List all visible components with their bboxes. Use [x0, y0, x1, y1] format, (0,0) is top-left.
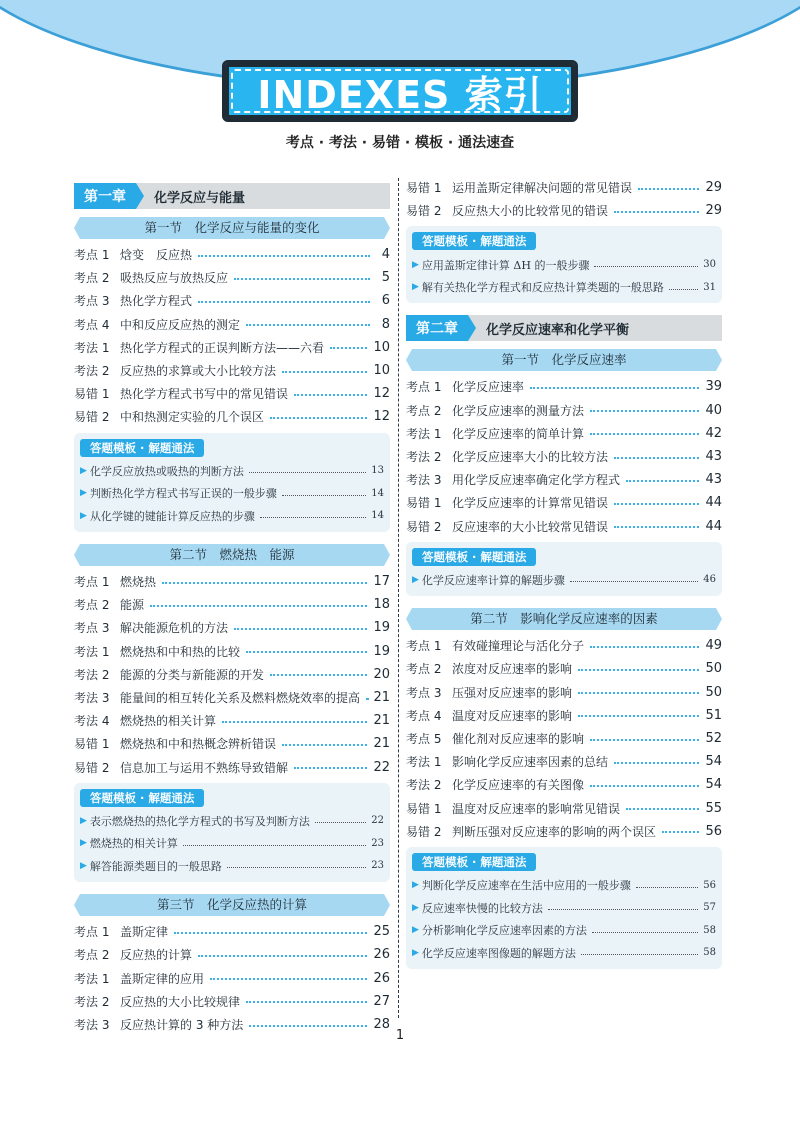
dot-leader	[246, 651, 367, 653]
dot-leader	[626, 480, 699, 482]
toc-entry[interactable]	[406, 515, 722, 538]
entry-page: 44	[705, 518, 722, 534]
toc-entry[interactable]	[74, 640, 390, 663]
triangle-bullet-icon: ▶	[412, 880, 419, 891]
template-item-text: 从化学键的键能计算反应热的步骤	[89, 509, 255, 523]
toc-entry[interactable]	[74, 663, 390, 686]
entry-page: 55	[705, 800, 722, 816]
dot-leader	[590, 646, 699, 648]
entry-tag: 考法 1	[74, 340, 110, 355]
dot-leader	[366, 698, 367, 700]
dot-leader	[578, 715, 699, 717]
template-box-header: 答题模板 · 解题通法	[412, 548, 536, 566]
template-item[interactable]	[412, 276, 716, 299]
dot-leader	[174, 932, 367, 934]
entry-page: 8	[381, 316, 390, 332]
template-item[interactable]	[412, 919, 716, 942]
triangle-bullet-icon: ▶	[412, 947, 419, 958]
toc-entry[interactable]	[74, 756, 390, 779]
triangle-bullet-icon: ▶	[80, 815, 87, 826]
entry-tag: 易错 1	[406, 496, 442, 511]
entry-page: 5	[381, 270, 390, 286]
template-box	[406, 542, 722, 597]
dot-leader	[626, 808, 699, 810]
entry-title: 热化学方程式的正误判断方法——六看	[120, 340, 325, 355]
entry-tag: 考法 2	[74, 994, 110, 1009]
entry-tag: 考点 4	[74, 317, 110, 332]
entry-title: 热化学方程式	[120, 294, 193, 309]
toc-entry[interactable]	[74, 732, 390, 755]
entry-title: 燃烧热和中和热的比较	[120, 644, 241, 659]
entry-tag: 考法 3	[74, 691, 110, 706]
entry-title: 化学反应速率的简单计算	[452, 426, 585, 441]
dot-leader	[222, 721, 367, 723]
entry-tag: 考点 2	[74, 948, 110, 963]
entry-tag: 考点 2	[406, 403, 442, 418]
entry-page: 50	[705, 684, 722, 700]
entry-tag: 考点 3	[406, 685, 442, 700]
entry-title: 化学反应速率的有关图像	[452, 778, 585, 793]
column-divider	[398, 178, 399, 1018]
entry-tag: 考法 2	[406, 450, 442, 465]
entry-title: 燃烧热和中和热概念辨析错误	[120, 737, 277, 752]
dot-leader	[210, 978, 367, 980]
entry-title: 信息加工与运用不熟练导致错解	[120, 760, 289, 775]
entry-title: 焓变 反应热	[120, 248, 193, 263]
template-box-header: 答题模板 · 解题通法	[412, 232, 536, 250]
template-item[interactable]	[412, 569, 716, 592]
entry-tag: 考法 3	[74, 1018, 110, 1033]
entry-title: 反应速率的大小比较常见错误	[452, 519, 609, 534]
entry-tag: 易错 2	[406, 204, 442, 219]
entry-title: 反应热的计算	[120, 948, 193, 963]
entry-page: 29	[705, 180, 722, 196]
template-box	[74, 783, 390, 883]
entry-tag: 考点 1	[406, 380, 442, 395]
section-header: 第三节 化学反应热的计算	[74, 894, 390, 916]
toc-entry[interactable]	[406, 634, 722, 657]
entry-title: 解决能源危机的方法	[120, 621, 229, 636]
dot-leader	[594, 266, 698, 267]
entry-page: 43	[705, 449, 722, 465]
template-item-text: 应用盖斯定律计算 ΔH 的一般步骤	[421, 258, 590, 272]
toc-entry[interactable]	[406, 491, 722, 514]
dot-leader	[246, 324, 370, 326]
dot-leader	[330, 347, 367, 349]
template-item-page: 14	[371, 487, 384, 499]
entry-page: 26	[373, 947, 390, 963]
triangle-bullet-icon: ▶	[412, 902, 419, 913]
template-item-text: 化学反应速率图像题的解题方法	[421, 946, 576, 960]
toc-entry[interactable]	[74, 382, 390, 405]
template-item-text: 反应速率快慢的比较方法	[421, 901, 543, 915]
template-item[interactable]	[80, 855, 384, 878]
template-item-text: 解有关热化学方程式和反应热计算类题的一般思路	[421, 281, 664, 295]
template-item[interactable]	[412, 253, 716, 276]
entry-page: 40	[705, 402, 722, 418]
dot-leader	[590, 410, 699, 412]
entry-title: 中和反应反应热的测定	[120, 317, 241, 332]
entry-page: 21	[373, 736, 390, 752]
dot-leader	[294, 394, 367, 396]
toc-entry[interactable]	[74, 943, 390, 966]
page-number: 1	[395, 1028, 405, 1043]
entry-title: 判断压强对反应速率的影响的两个误区	[452, 824, 657, 839]
entry-tag: 易错 1	[74, 737, 110, 752]
triangle-bullet-icon: ▶	[412, 259, 419, 270]
entry-page: 10	[373, 339, 390, 355]
dot-leader	[227, 867, 366, 868]
dot-leader	[570, 581, 698, 582]
dot-leader	[270, 417, 367, 419]
template-box	[406, 847, 722, 969]
section-header: 第二节 影响化学反应速率的因素	[406, 608, 722, 630]
entry-page: 10	[373, 363, 390, 379]
triangle-bullet-icon: ▶	[80, 838, 87, 849]
entry-page: 52	[705, 731, 722, 747]
entry-tag: 考点 4	[406, 708, 442, 723]
toc-entry[interactable]	[406, 681, 722, 704]
section-header: 第二节 燃烧热 能源	[74, 544, 390, 566]
template-item-text: 化学反应放热或吸热的判断方法	[89, 464, 244, 478]
entry-title: 反应热大小的比较常见的错误	[452, 204, 609, 219]
dot-leader	[636, 887, 698, 888]
entry-page: 25	[373, 924, 390, 940]
entry-tag: 考法 2	[406, 778, 442, 793]
entry-title: 吸热反应与放热反应	[120, 271, 229, 286]
template-item-page: 46	[703, 574, 716, 586]
entry-tag: 考法 4	[74, 714, 110, 729]
dot-leader	[294, 767, 367, 769]
dot-leader	[592, 932, 698, 933]
entry-tag: 易错 2	[74, 410, 110, 425]
triangle-bullet-icon: ▶	[412, 574, 419, 585]
toc-entry[interactable]	[406, 773, 722, 796]
entry-title: 浓度对反应速率的影响	[452, 662, 573, 677]
template-box-header: 答题模板 · 解题通法	[80, 439, 204, 457]
entry-tag: 考点 1	[74, 575, 110, 590]
template-item-text: 判断热化学方程式书写正误的一般步骤	[89, 487, 277, 501]
entry-page: 22	[373, 759, 390, 775]
triangle-bullet-icon: ▶	[80, 465, 87, 476]
entry-title: 用化学反应速率确定化学方程式	[452, 473, 621, 488]
entry-title: 能源的分类与新能源的开发	[120, 667, 265, 682]
template-item-page: 30	[703, 259, 716, 271]
entry-title: 化学反应速率的计算常见错误	[452, 496, 609, 511]
toc-entry[interactable]	[406, 375, 722, 398]
dot-leader	[590, 785, 699, 787]
entry-page: 42	[705, 425, 722, 441]
toc-entry[interactable]	[406, 445, 722, 468]
triangle-bullet-icon: ▶	[412, 925, 419, 936]
entry-page: 51	[705, 707, 722, 723]
template-item-page: 23	[371, 860, 384, 872]
entry-page: 56	[705, 823, 722, 839]
entry-tag: 考点 1	[406, 639, 442, 654]
dot-leader	[614, 211, 699, 213]
entry-tag: 考点 2	[74, 271, 110, 286]
template-box-header: 答题模板 · 解题通法	[80, 789, 204, 807]
template-item-page: 57	[703, 902, 716, 914]
toc-entry[interactable]	[406, 797, 722, 820]
entry-title: 中和热测定实验的几个误区	[120, 410, 265, 425]
toc-entry[interactable]	[406, 657, 722, 680]
dot-leader	[614, 503, 699, 505]
chapter-title: 化学反应速率和化学平衡	[486, 322, 630, 338]
template-item[interactable]	[412, 941, 716, 964]
chapter-number: 第一章	[74, 183, 136, 209]
entry-title: 化学反应速率的测量方法	[452, 403, 585, 418]
toc-entry[interactable]	[74, 359, 390, 382]
toc-entry[interactable]	[74, 920, 390, 943]
chapter-number: 第二章	[406, 315, 468, 341]
toc-entry[interactable]	[406, 750, 722, 773]
entry-page: 54	[705, 777, 722, 793]
toc-entry[interactable]	[406, 468, 722, 491]
chapter-title: 化学反应与能量	[154, 190, 246, 206]
dot-leader	[614, 762, 699, 764]
toc-entry[interactable]	[74, 405, 390, 428]
entry-page: 17	[373, 574, 390, 590]
toc-entry[interactable]	[74, 616, 390, 639]
entry-title: 反应热的求算或大小比较方法	[120, 364, 277, 379]
entry-tag: 考点 3	[74, 621, 110, 636]
triangle-bullet-icon: ▶	[412, 282, 419, 293]
entry-tag: 考法 2	[74, 364, 110, 379]
template-item-text: 化学反应速率计算的解题步骤	[421, 573, 565, 587]
entry-page: 49	[705, 638, 722, 654]
toc-entry[interactable]	[406, 399, 722, 422]
template-item-page: 23	[371, 837, 384, 849]
toc-entry[interactable]	[406, 422, 722, 445]
entry-title: 反应热的大小比较规律	[120, 994, 241, 1009]
entry-title: 盖斯定律	[120, 925, 169, 940]
entry-tag: 易错 1	[406, 181, 442, 196]
toc-entry[interactable]	[406, 820, 722, 843]
template-box	[406, 226, 722, 303]
entry-title: 有效碰撞理论与活化分子	[452, 639, 585, 654]
entry-page: 12	[373, 386, 390, 402]
entry-title: 燃烧热的相关计算	[120, 714, 217, 729]
dot-leader	[162, 582, 367, 584]
toc-entry[interactable]	[74, 686, 390, 709]
dot-leader	[234, 278, 370, 280]
right-column	[406, 176, 722, 981]
entry-page: 26	[373, 970, 390, 986]
template-item-page: 56	[703, 879, 716, 891]
dot-leader	[270, 674, 367, 676]
chapter-header	[406, 315, 722, 341]
entry-tag: 易错 2	[406, 519, 442, 534]
entry-page: 21	[373, 690, 390, 706]
dot-leader	[282, 744, 367, 746]
entry-page: 6	[381, 293, 390, 309]
entry-title: 化学反应速率	[452, 380, 525, 395]
entry-tag: 考法 3	[406, 473, 442, 488]
template-item[interactable]	[80, 810, 384, 833]
template-item-page: 58	[703, 947, 716, 959]
title-banner	[222, 60, 578, 122]
template-item-text: 燃烧热的相关计算	[89, 837, 178, 851]
entry-tag: 易错 1	[406, 801, 442, 816]
dot-leader	[578, 692, 699, 694]
dot-leader	[530, 387, 699, 389]
entry-title: 盖斯定律的应用	[120, 971, 205, 986]
entry-title: 能量间的相互转化关系及燃料燃烧效率的提高	[120, 691, 361, 706]
triangle-bullet-icon: ▶	[80, 860, 87, 871]
entry-title: 温度对反应速率的影响常见错误	[452, 801, 621, 816]
entry-page: 39	[705, 379, 722, 395]
entry-page: 19	[373, 643, 390, 659]
template-item[interactable]	[80, 460, 384, 483]
triangle-bullet-icon: ▶	[80, 488, 87, 499]
page-title: INDEXES 索引	[257, 72, 543, 117]
dot-leader	[581, 954, 698, 955]
toc-entry[interactable]	[74, 313, 390, 336]
entry-title: 反应热计算的 3 种方法	[120, 1018, 244, 1033]
template-box	[74, 433, 390, 533]
entry-tag: 考法 1	[74, 644, 110, 659]
template-item[interactable]	[80, 505, 384, 528]
entry-tag: 考法 1	[406, 426, 442, 441]
chapter-header	[74, 183, 390, 209]
entry-page: 44	[705, 495, 722, 511]
entry-page: 29	[705, 203, 722, 219]
template-item[interactable]	[80, 482, 384, 505]
dot-leader	[150, 605, 367, 607]
template-item-text: 表示燃烧热的热化学方程式的书写及判断方法	[89, 814, 310, 828]
entry-title: 压强对反应速率的影响	[452, 685, 573, 700]
page-subtitle: 考点 · 考法 · 易错 · 模板 · 通法速查	[285, 135, 515, 151]
entry-title: 化学反应速率大小的比较方法	[452, 450, 609, 465]
section-header: 第一节 化学反应与能量的变化	[74, 217, 390, 239]
template-item-page: 31	[703, 281, 716, 293]
dot-leader	[548, 909, 698, 910]
template-item-page: 13	[371, 465, 384, 477]
dot-leader	[638, 188, 699, 190]
template-item-page: 58	[703, 924, 716, 936]
toc-entry[interactable]	[74, 266, 390, 289]
dot-leader	[198, 955, 367, 957]
entry-title: 催化剂对反应速率的影响	[452, 732, 585, 747]
entry-tag: 考点 5	[406, 732, 442, 747]
dot-leader	[249, 472, 366, 473]
left-column	[74, 183, 390, 1036]
toc-entry[interactable]	[74, 570, 390, 593]
entry-tag: 考法 1	[406, 755, 442, 770]
template-item-page: 14	[371, 510, 384, 522]
entry-page: 12	[373, 409, 390, 425]
toc-entry[interactable]	[74, 289, 390, 312]
entry-tag: 考点 2	[74, 598, 110, 613]
entry-tag: 易错 1	[74, 387, 110, 402]
dot-leader	[260, 517, 366, 518]
dot-leader	[614, 526, 699, 528]
toc-entry[interactable]	[74, 243, 390, 266]
section-header: 第一节 化学反应速率	[406, 349, 722, 371]
triangle-bullet-icon: ▶	[80, 510, 87, 521]
entry-tag: 易错 2	[406, 824, 442, 839]
template-item[interactable]	[80, 832, 384, 855]
entry-tag: 考点 1	[74, 248, 110, 263]
template-item-text: 分析影响化学反应速率因素的方法	[421, 924, 587, 938]
entry-title: 影响化学反应速率因素的总结	[452, 755, 609, 770]
dot-leader	[590, 433, 699, 435]
entry-page: 27	[373, 993, 390, 1009]
toc-entry[interactable]	[406, 176, 722, 199]
toc-entry[interactable]	[406, 727, 722, 750]
dot-leader	[234, 628, 367, 630]
entry-page: 4	[381, 247, 390, 263]
template-item-page: 22	[371, 815, 384, 827]
dot-leader	[662, 831, 699, 833]
entry-title: 运用盖斯定律解决问题的常见错误	[452, 181, 633, 196]
entry-page: 43	[705, 472, 722, 488]
entry-title: 温度对反应速率的影响	[452, 708, 573, 723]
entry-tag: 考点 1	[74, 925, 110, 940]
dot-leader	[183, 845, 366, 846]
template-item[interactable]	[412, 896, 716, 919]
toc-entry[interactable]	[74, 593, 390, 616]
dot-leader	[614, 457, 699, 459]
toc-entry[interactable]	[74, 336, 390, 359]
entry-title: 能源	[120, 598, 145, 613]
dot-leader	[198, 255, 370, 257]
toc-entry[interactable]	[74, 709, 390, 732]
entry-tag: 易错 2	[74, 760, 110, 775]
dot-leader	[282, 371, 367, 373]
toc-entry[interactable]	[406, 199, 722, 222]
entry-tag: 考法 2	[74, 667, 110, 682]
entry-page: 19	[373, 620, 390, 636]
dot-leader	[669, 289, 698, 290]
entry-tag: 考点 3	[74, 294, 110, 309]
entry-tag: 考法 1	[74, 971, 110, 986]
template-item-text: 判断化学反应速率在生活中应用的一般步骤	[421, 879, 631, 893]
template-item-text: 解答能源类题目的一般思路	[89, 859, 222, 873]
dot-leader	[282, 495, 366, 496]
toc-entry[interactable]	[74, 967, 390, 990]
entry-tag: 考点 2	[406, 662, 442, 677]
template-box-header: 答题模板 · 解题通法	[412, 853, 536, 871]
entry-title: 热化学方程式书写中的常见错误	[120, 387, 289, 402]
dot-leader	[578, 669, 699, 671]
dot-leader	[198, 301, 370, 303]
entry-page: 21	[373, 713, 390, 729]
entry-page: 20	[373, 666, 390, 682]
entry-page: 50	[705, 661, 722, 677]
dot-leader	[246, 1001, 367, 1003]
dot-leader	[315, 822, 366, 823]
dot-leader	[249, 1025, 367, 1027]
toc-entry[interactable]	[406, 704, 722, 727]
entry-page: 28	[373, 1017, 390, 1033]
entry-page: 54	[705, 754, 722, 770]
toc-entry[interactable]	[74, 990, 390, 1013]
entry-title: 燃烧热	[120, 575, 157, 590]
entry-page: 18	[373, 597, 390, 613]
dot-leader	[590, 739, 699, 741]
template-item[interactable]	[412, 874, 716, 897]
